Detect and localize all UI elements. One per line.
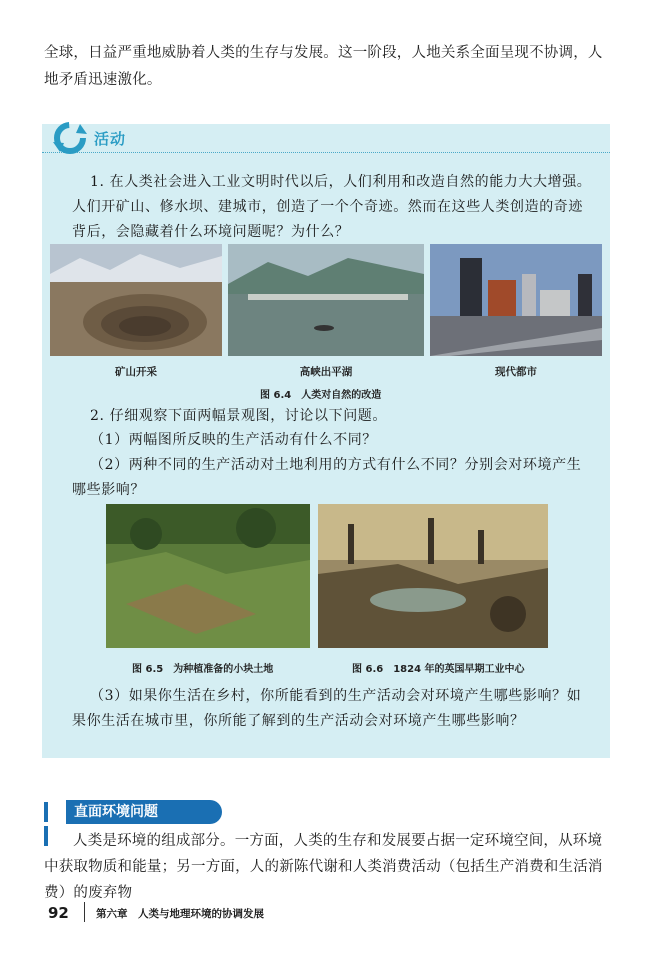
question-2-1: （1）两幅图所反映的生产活动有什么不同？ <box>90 432 377 448</box>
industrial-painting <box>318 504 548 648</box>
chapter-title: 第六章 人类与地理环境的协调发展 <box>96 908 264 920</box>
section-title: 直面环境问题 <box>66 800 222 824</box>
dam-photo <box>228 244 424 356</box>
intro-paragraph: 全球，日益严重地威胁着人类的生存与发展。这一阶段，人地关系全面呈现不协调，人地矛盾迅速激化。 <box>44 45 603 88</box>
mining-photo <box>50 244 222 356</box>
city-photo <box>430 244 602 356</box>
activity-header <box>42 124 610 153</box>
question-2: 2. 仔细观察下面两幅景观图，讨论以下问题。 <box>90 408 388 424</box>
section-body-text: 人类是环境的组成部分。一方面，人类的生存和发展要占据一定环境空间，从环境中获取物质和能量；另一方面，人的新陈代谢和人类消费活动（包括生产消费和生活消费）的废弃物 <box>44 833 603 901</box>
caption-dam: 高峡出平湖 <box>299 366 353 378</box>
caption-city: 现代都市 <box>495 366 537 378</box>
question-1: 1. 在人类社会进入工业文明时代以后，人们利用和改造自然的能力大大增强。人们开矿山、修水坝、建城市，创造了一个个奇迹。然而在这些人类创造的奇迹背后，会隐藏着什么环境问题呢？为什么？ <box>72 174 592 240</box>
page-number: 92 <box>48 904 69 922</box>
figure-6-6-caption: 图 6.6 1824 年的英国早期工业中心 <box>352 664 525 675</box>
farmland-photo <box>106 504 310 648</box>
question-2-3: （3）如果你生活在乡村，你所能看到的生产活动会对环境产生哪些影响？如果你生活在城市里，你所能了解到的生产活动会对环境产生哪些影响？ <box>72 688 582 729</box>
activity-title: 活动 <box>94 130 127 148</box>
activity-box <box>42 124 610 758</box>
figure-6-4-caption: 图 6.4 人类对自然的改造 <box>260 390 382 401</box>
footer-divider <box>84 902 85 922</box>
figure-6-5-caption: 图 6.5 为种植准备的小块土地 <box>132 664 274 675</box>
question-2-2: （2）两种不同的生产活动对土地利用的方式有什么不同？分别会对环境产生哪些影响？ <box>72 457 582 498</box>
caption-mining: 矿山开采 <box>115 366 157 378</box>
cycle-arrows-icon <box>50 118 90 158</box>
